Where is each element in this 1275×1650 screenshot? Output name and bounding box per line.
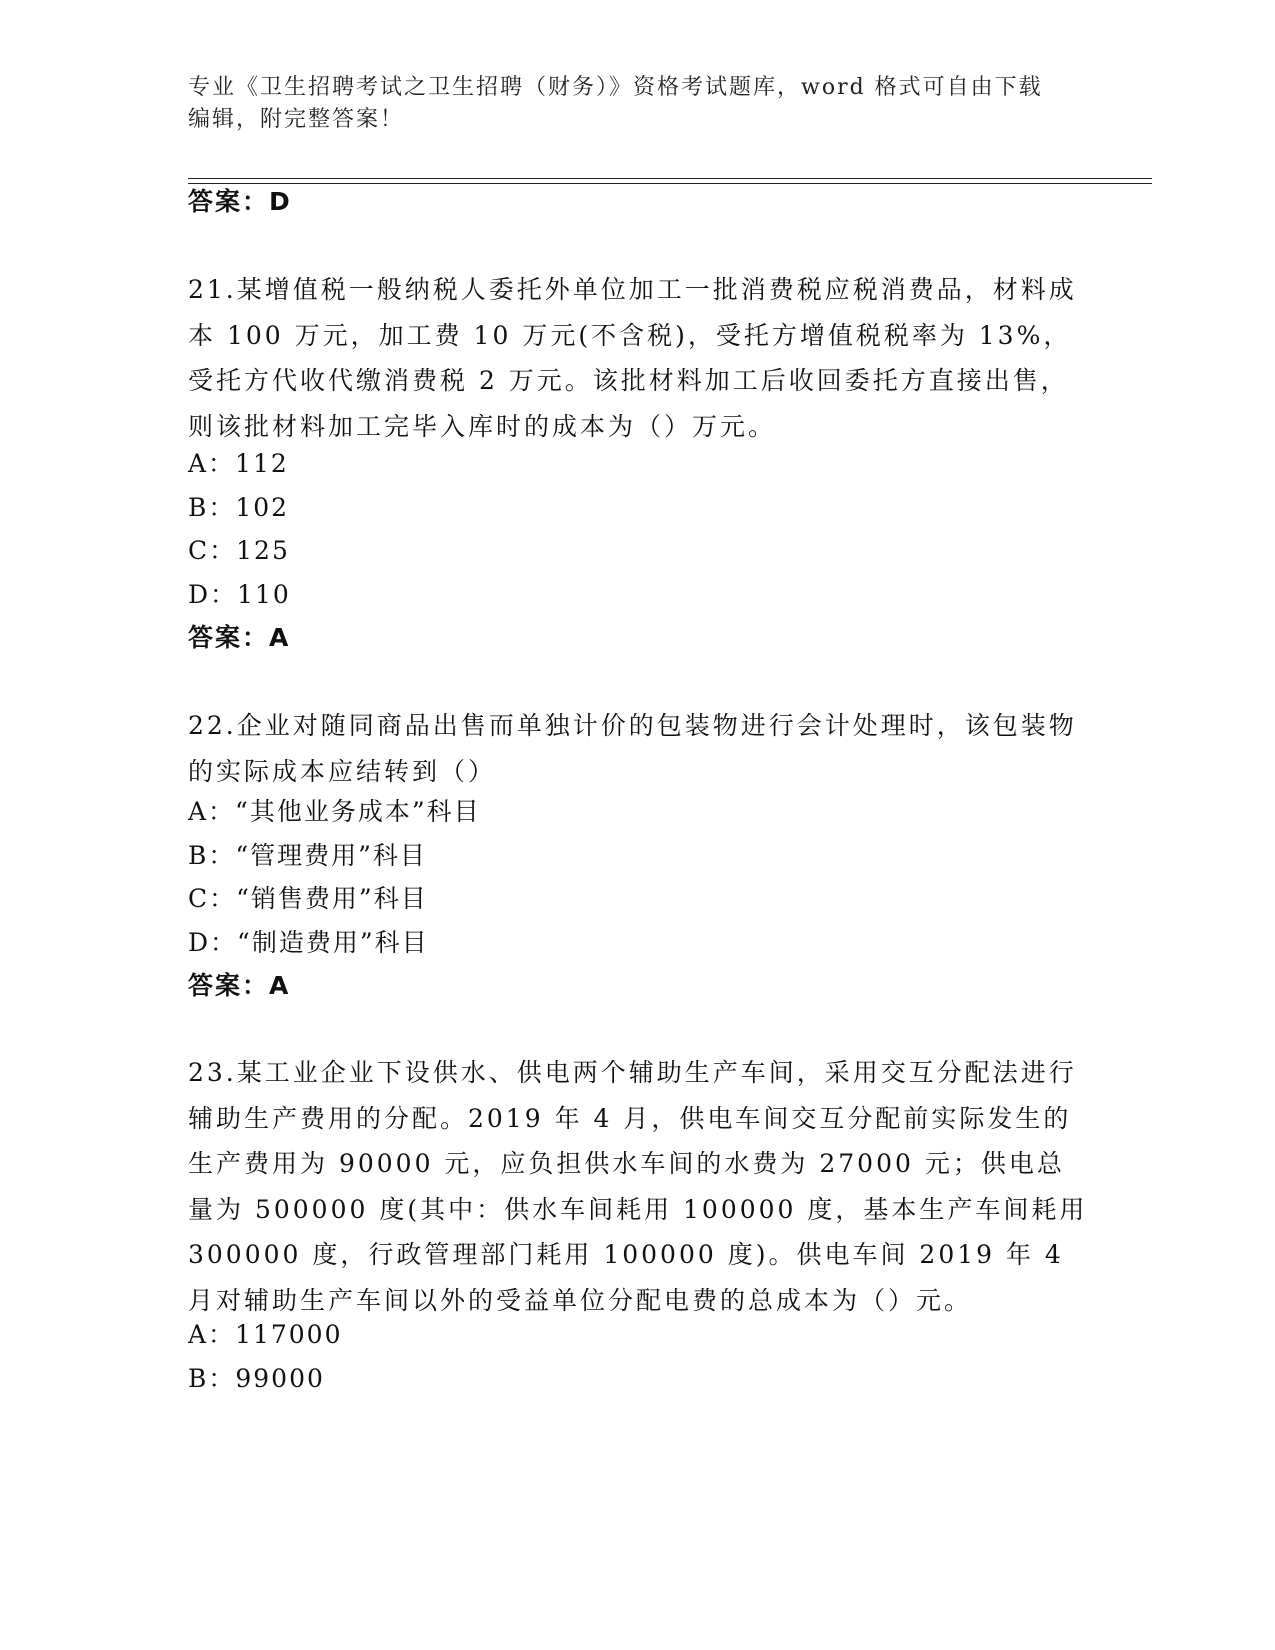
- header-line-1: 专业《卫生招聘考试之卫生招聘（财务）》资格考试题库，word 格式可自由下载: [188, 75, 1043, 100]
- question-21-option-b: B：102: [188, 493, 290, 522]
- question-22-option-b: B：“管理费用”科目: [188, 841, 427, 870]
- document-header: [188, 72, 1068, 136]
- header-line-2: 编辑，附完整答案！: [188, 107, 405, 132]
- question-21-answer: 答案：A: [188, 623, 291, 652]
- question-22-option-d: D：“制造费用”科目: [188, 928, 429, 957]
- header-divider-bottom: [188, 183, 1152, 184]
- question-22-answer: 答案：A: [188, 971, 291, 1000]
- question-23-text: 23.某工业企业下设供水、供电两个辅助生产车间，采用交互分配法进行辅助生产费用的分配。2019 年 4 月，供电车间交互分配前实际发生的生产费用为 90000 元，应负担供水车间的水费为 27000 元；供电总量为 500000 度(其中：供水车间耗用 100000 度，基本生产车间耗用 300000 度，行政管理部门耗用 100000 度)。供电车间 2019 年 4 月对辅助生产车间以外的受益单位分配电费的总成本为（）元。: [188, 1058, 1088, 1315]
- question-22-option-c: C：“销售费用”科目: [188, 884, 428, 913]
- question-23-option-b: B：99000: [188, 1364, 325, 1393]
- question-21-text: 21.某增值税一般纳税人委托外单位加工一批消费税应税消费品，材料成本 100 万元，加工费 10 万元(不含税)，受托方增值税税率为 13%，受托方代收代缴消费税 2 万元。该批材料加工后收回委托方直接出售，则该批材料加工完毕入库时的成本为（）万元。: [188, 275, 1077, 441]
- question-21-option-d: D：110: [188, 580, 291, 609]
- question-22-option-a: A：“其他业务成本”科目: [188, 797, 481, 826]
- question-22-text: 22.企业对随同商品出售而单独计价的包装物进行会计处理时，该包装物的实际成本应结转到（）: [188, 711, 1077, 786]
- previous-answer: 答案：D: [188, 187, 292, 216]
- question-21-option-a: A：112: [188, 449, 289, 478]
- question-23-option-a: A：117000: [188, 1320, 343, 1349]
- question-21-option-c: C：125: [188, 536, 290, 565]
- header-divider-top: [188, 178, 1152, 179]
